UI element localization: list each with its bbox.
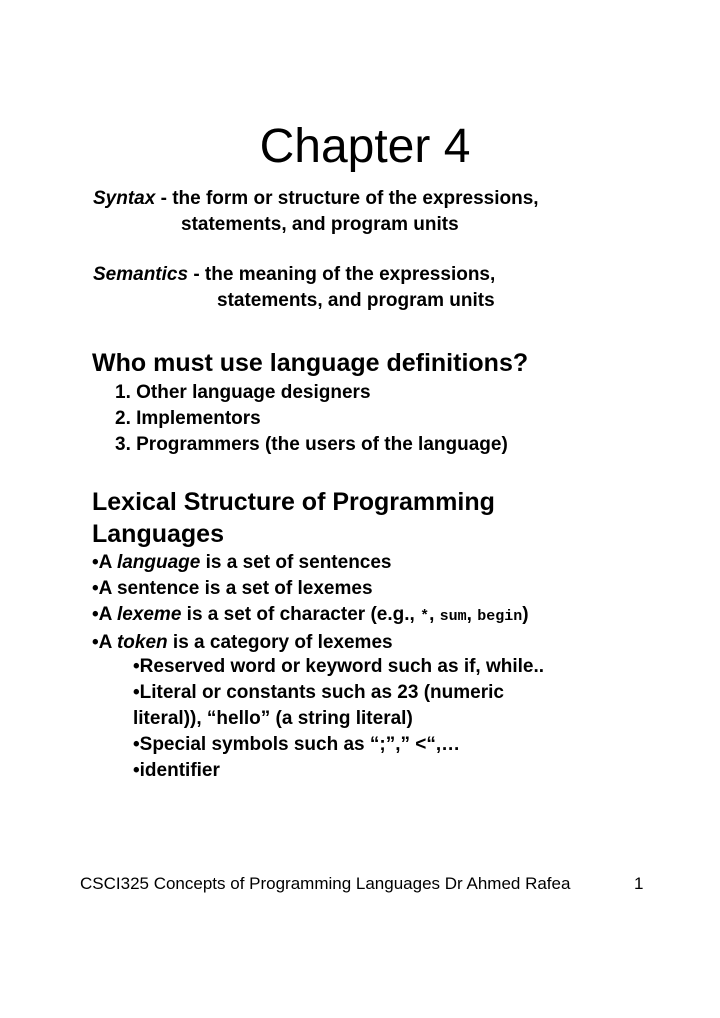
lexical-bullets <box>92 550 529 656</box>
token-term: token <box>116 632 168 653</box>
semantics-text-line2: statements, and program units <box>217 290 495 311</box>
bullet-sentence: •A sentence is a set of lexemes <box>92 578 373 599</box>
subbullet-reserved: •Reserved word or keyword such as if, while.. <box>133 656 545 677</box>
subbullet-identifier: •identifier <box>133 760 220 781</box>
language-term: language <box>116 552 201 573</box>
who-item: 3. Programmers (the users of the language) <box>115 434 508 455</box>
bullet-language: •A language is a set of sentences <box>92 552 392 573</box>
code-asterisk: * <box>420 608 430 625</box>
footer-course: CSCI325 Concepts of Programming Languages Dr Ahmed Rafea <box>80 874 571 893</box>
lexical-heading-line2: Languages <box>92 520 224 548</box>
lexical-heading <box>92 486 495 550</box>
subbullet-symbols: •Special symbols such as “;”,” <“,… <box>133 734 461 755</box>
syntax-term: Syntax <box>93 188 156 209</box>
lexical-heading-line1: Lexical Structure of Programming <box>92 488 495 516</box>
semantics-definition-cont <box>217 288 495 314</box>
who-item: 1. Other language designers <box>115 382 371 403</box>
subbullet-literal: •Literal or constants such as 23 (numeric <box>133 682 504 703</box>
semantics-term: Semantics <box>93 264 189 285</box>
page-number: 1 <box>634 874 644 893</box>
who-item: 2. Implementors <box>115 408 261 429</box>
page-title: Chapter 4 <box>259 120 471 173</box>
bullet-lexeme: •A lexeme is a set of character (e.g., *, sum, begin) <box>92 604 529 625</box>
code-sum: sum <box>439 608 467 625</box>
subbullet-literal-cont: literal)), “hello” (a string literal) <box>133 708 413 729</box>
syntax-definition-cont <box>181 212 459 238</box>
syntax-definition <box>93 186 539 212</box>
who-heading: Who must use language definitions? <box>92 349 529 377</box>
syntax-text-line2: statements, and program units <box>181 214 459 235</box>
who-list <box>115 380 508 458</box>
semantics-text-line1: - the meaning of the expressions, <box>188 264 496 285</box>
bullet-token: •A token is a category of lexemes <box>92 632 393 653</box>
syntax-text-line1: - the form or structure of the expressions, <box>155 188 539 209</box>
semantics-definition <box>93 262 495 288</box>
code-begin: begin <box>477 608 523 625</box>
lexeme-term: lexeme <box>116 604 182 625</box>
token-subbullets <box>133 654 544 784</box>
